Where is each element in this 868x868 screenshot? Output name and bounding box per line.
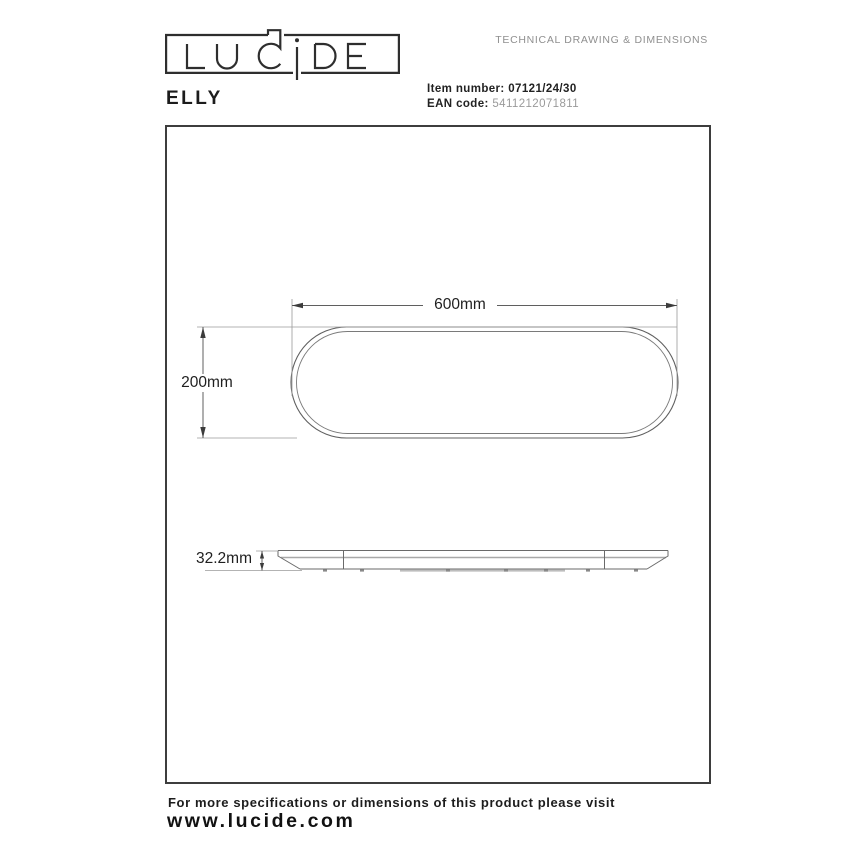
dim-label-thickness: 32.2mm bbox=[192, 550, 256, 568]
item-number-row bbox=[427, 82, 579, 97]
lucide-logo-drawing bbox=[165, 28, 400, 86]
logo-letter-u bbox=[217, 44, 237, 69]
dim-label-width: 600mm bbox=[423, 296, 497, 314]
logo-letter-d bbox=[315, 44, 336, 68]
product-name: ELLY bbox=[166, 88, 223, 109]
thickness-arrow-top bbox=[260, 551, 264, 559]
width-arrow-left bbox=[292, 303, 303, 308]
ean-label: EAN code: bbox=[427, 97, 489, 110]
item-number-label: Item number: bbox=[427, 83, 505, 95]
doc-section-title: TECHNICAL DRAWING & DIMENSIONS bbox=[495, 34, 708, 46]
height-arrow-top bbox=[200, 327, 205, 338]
side-view-drawing bbox=[278, 551, 668, 572]
height-arrow-bottom bbox=[200, 427, 205, 438]
drawing-frame bbox=[165, 125, 711, 784]
thickness-arrow-bottom bbox=[260, 563, 264, 571]
logo-letter-l bbox=[187, 44, 205, 68]
drawing-canvas bbox=[165, 125, 711, 784]
width-arrow-right bbox=[666, 303, 677, 308]
footer-note: For more specifications or dimensions of this product please visit bbox=[168, 795, 616, 810]
top-view-drawing bbox=[291, 327, 678, 438]
lucide-logo bbox=[165, 28, 400, 86]
item-number-value: 07121/24/30 bbox=[508, 83, 577, 95]
website-link[interactable]: www.lucide.com bbox=[167, 810, 356, 832]
product-codes bbox=[427, 82, 579, 111]
ean-row bbox=[427, 97, 579, 112]
logo-letter-i-dot bbox=[295, 38, 299, 42]
ean-value: 5411212071811 bbox=[492, 97, 579, 110]
logo-box-right bbox=[284, 35, 399, 73]
dim-label-height: 200mm bbox=[174, 374, 240, 392]
logo-letter-e bbox=[348, 44, 366, 68]
